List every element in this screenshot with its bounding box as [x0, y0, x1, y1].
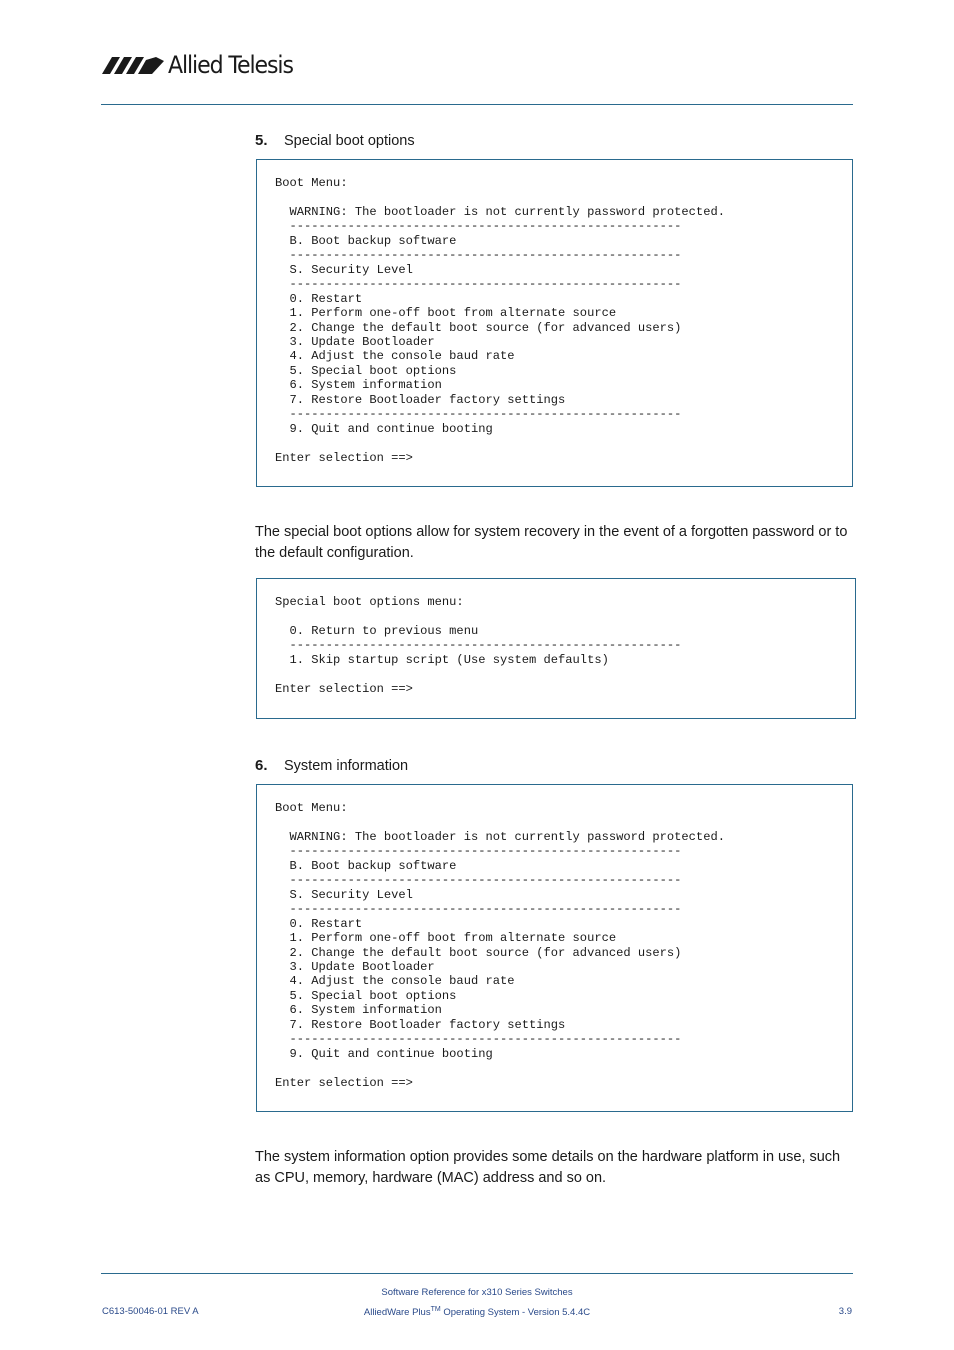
code-text: Boot Menu: WARNING: The bootloader is not currently password protected. ------------------------------------------------------ B. Boot backup software ------------------------------------------------------ S. Security Level ------------------------------------------------------ 0. Restart 1. Perform one-off boot from alternate source 2. Change the default boot source (for advanced users) 3. Update Bootloader 4. Adjust the console baud rate 5. Special boot options 6. System information 7. Restore Bootloader factory settings ------------------------------------------------------ 9. Quit and continue booting Enter selection ==> — [275, 801, 725, 1090]
brand-name: Allied Telesis — [168, 51, 293, 79]
footer-rule — [101, 1273, 853, 1274]
allied-telesis-logo — [102, 50, 304, 80]
step-number: 6. — [255, 757, 268, 774]
os-name: AlliedWare Plus — [363, 1307, 431, 1319]
code-text: Special boot options menu: 0. Return to previous menu ------------------------------------------------------ 1. Skip startup script (Use system defaults) Enter selection ==> — [275, 595, 682, 696]
os-version: Operating System - Version 5.4.4C — [440, 1307, 591, 1319]
footer-os-version — [0, 1306, 954, 1318]
header-rule — [101, 104, 853, 105]
code-block-boot-menu — [256, 159, 853, 487]
step-title: System information — [284, 758, 409, 774]
paragraph-special-boot: The special boot options allow for system recovery in the event of a forgotten password or to the default configuration. — [255, 524, 848, 561]
footer-doc-id: C613-50046-01 REV A — [102, 1306, 199, 1317]
paragraph-system-info: The system information option provides some details on the hardware platform in use, such as CPU, memory, hardware (MAC) address and so on. — [255, 1149, 841, 1186]
footer-title: Software Reference for x310 Series Switches — [381, 1287, 573, 1298]
code-block-special-menu — [256, 578, 856, 719]
code-block-boot-menu — [256, 784, 853, 1112]
logo-mark-icon — [102, 55, 164, 75]
code-text: Boot Menu: WARNING: The bootloader is not currently password protected. ------------------------------------------------------ B. Boot backup software ------------------------------------------------------ S. Security Level ------------------------------------------------------ 0. Restart 1. Perform one-off boot from alternate source 2. Change the default boot source (for advanced users) 3. Update Bootloader 4. Adjust the console baud rate 5. Special boot options 6. System information 7. Restore Bootloader factory settings ------------------------------------------------------ 9. Quit and continue booting Enter selection ==> — [275, 176, 725, 465]
step-title: Special boot options — [284, 133, 415, 149]
trademark: TM — [430, 1306, 441, 1313]
step-heading-6 — [255, 757, 408, 774]
step-number: 5. — [255, 132, 268, 149]
page-number: 3.9 — [838, 1306, 852, 1317]
step-heading-5 — [255, 132, 415, 149]
